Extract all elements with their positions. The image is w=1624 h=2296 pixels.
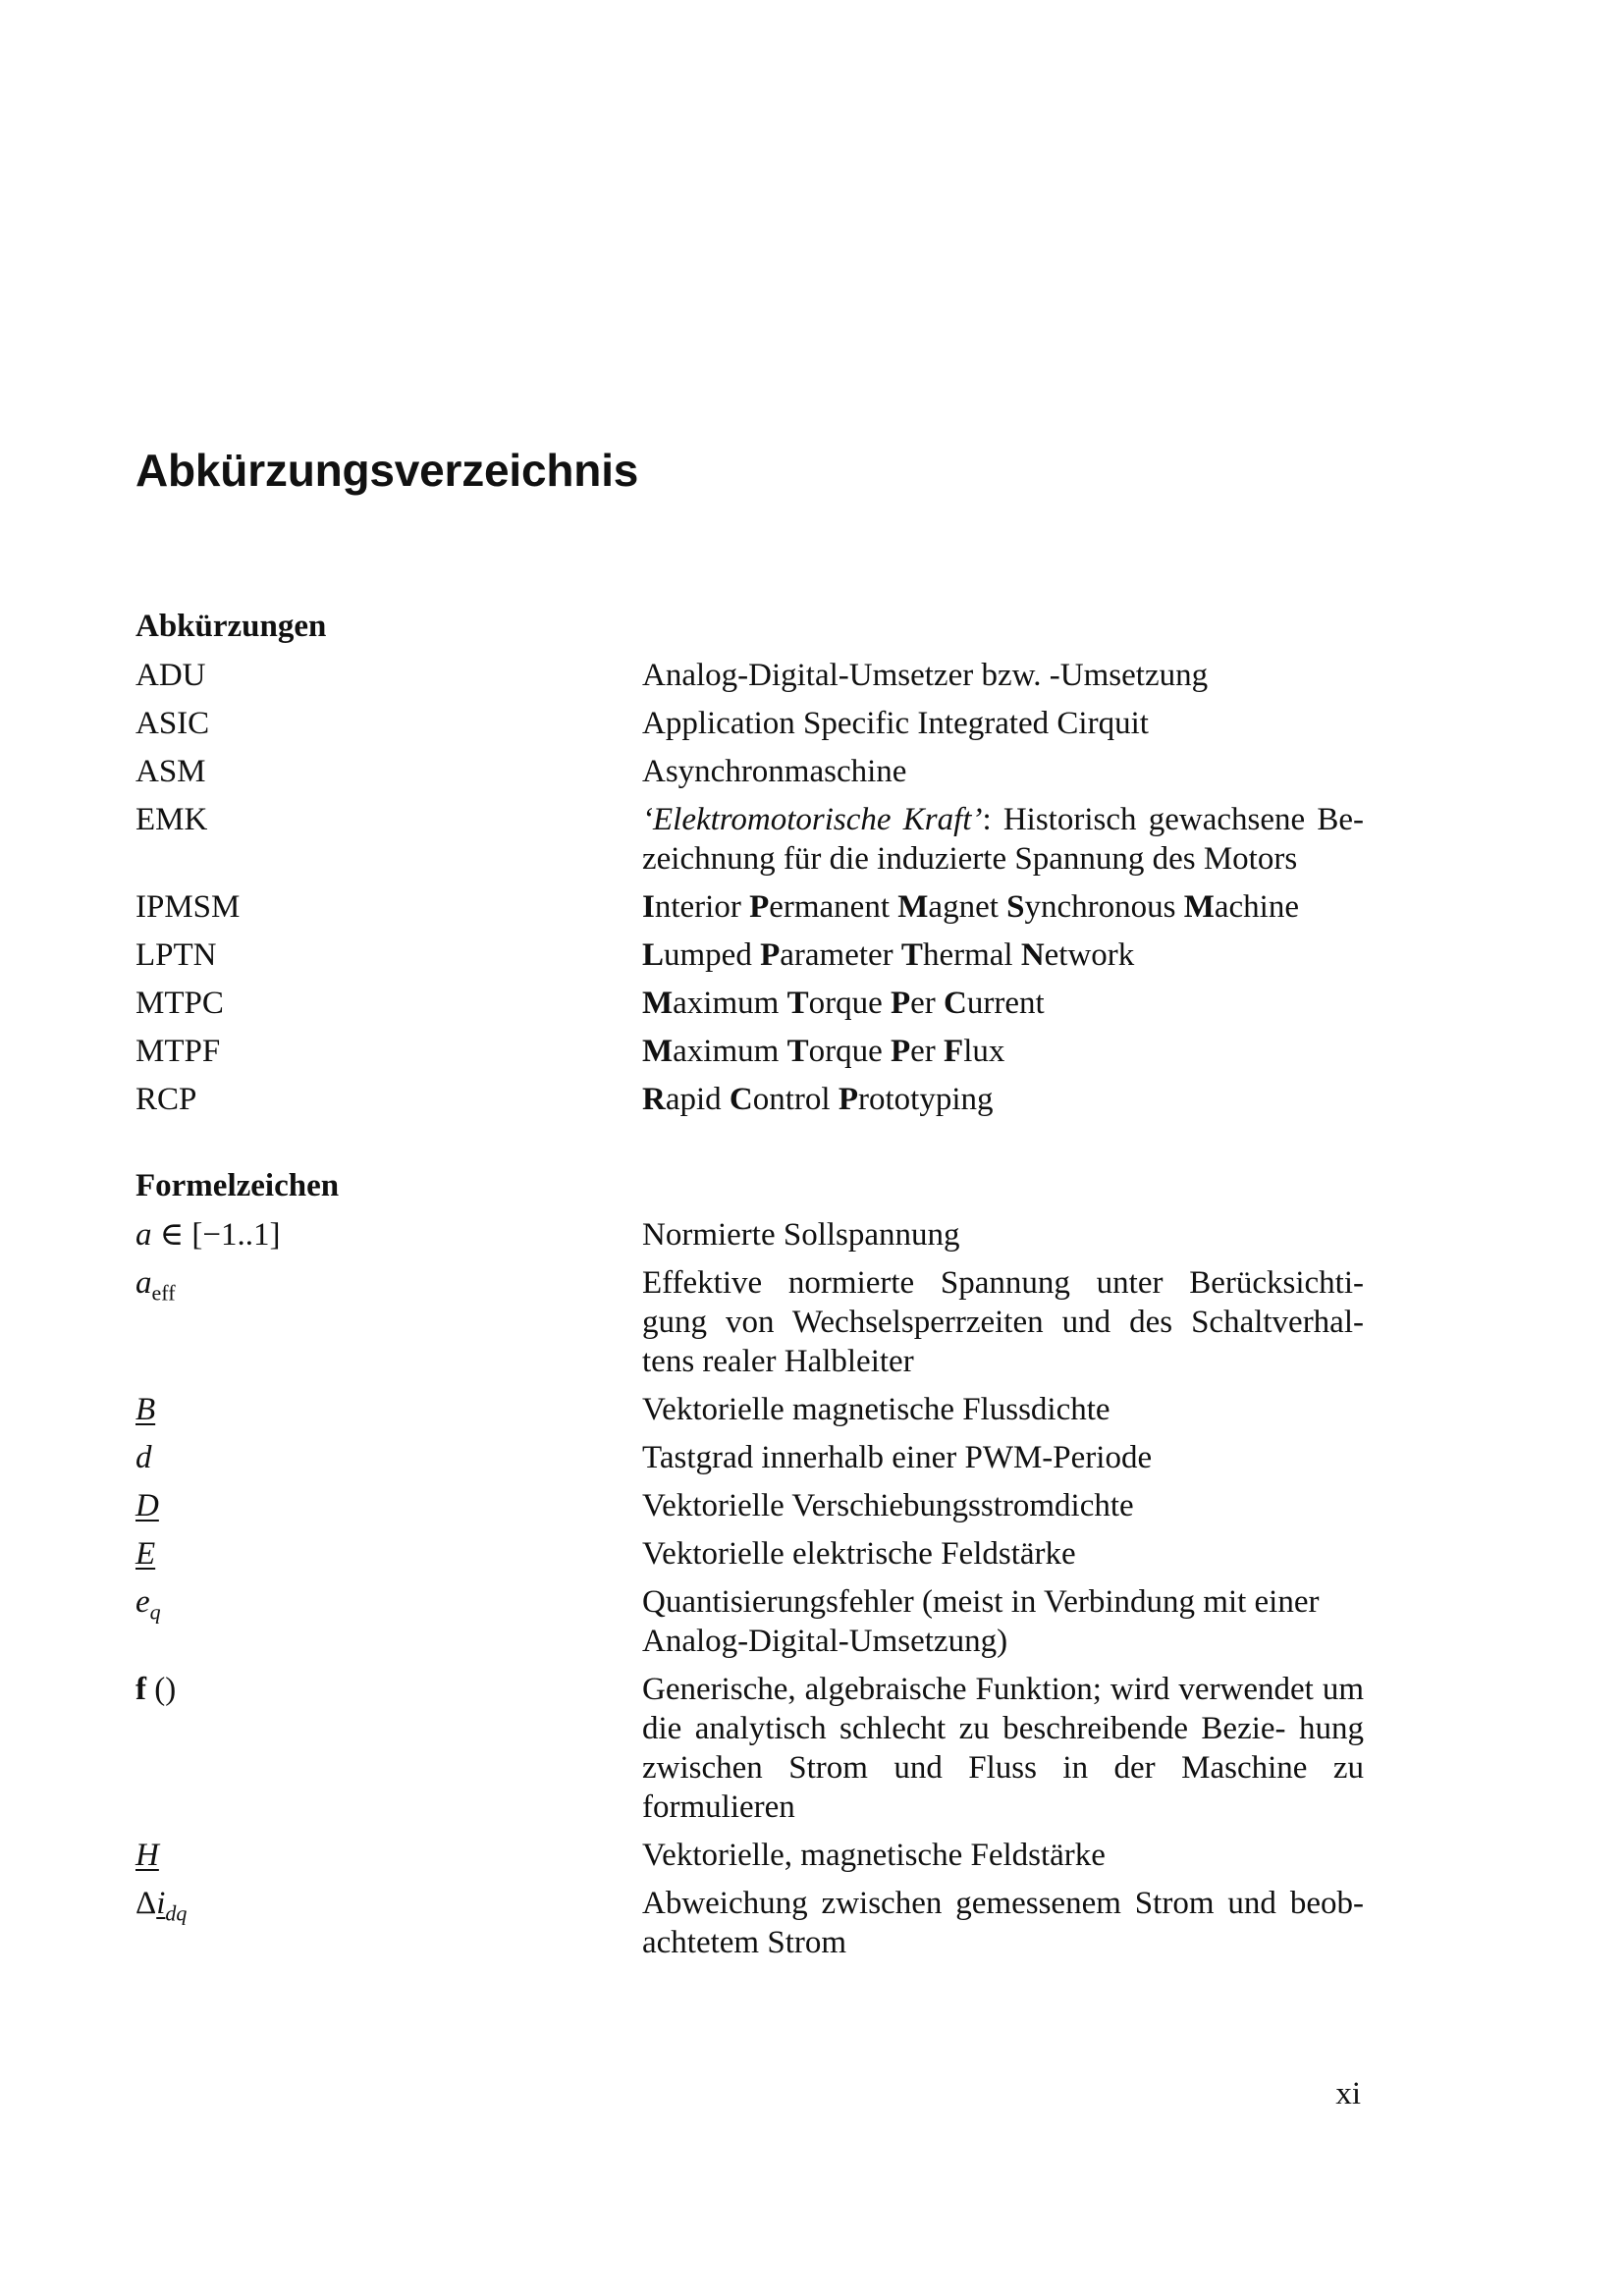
symbol-term [135, 1670, 642, 1827]
symbol-description: Normierte Sollspannung [642, 1217, 960, 1253]
symbol-variable: a [135, 1265, 152, 1301]
initial-letter: M [642, 986, 674, 1021]
word-rest: arameter [780, 937, 901, 973]
symbol-variable: d [135, 1440, 152, 1475]
word-rest: aximum [673, 1034, 787, 1069]
section-heading-abbreviations: Abkürzungen [135, 609, 327, 644]
initial-letter: T [786, 1034, 809, 1069]
symbol-entry [135, 1438, 1373, 1477]
page-number: xi [1335, 2076, 1361, 2111]
abbreviation-term: ADU [135, 658, 206, 693]
initial-letter: S [1006, 889, 1025, 925]
abbreviation-entry [135, 935, 1373, 975]
initial-letter: T [900, 937, 923, 973]
abbreviation-term: EMK [135, 802, 208, 837]
word-rest: achine [1214, 889, 1299, 925]
initial-letter: M [642, 1034, 674, 1069]
abbreviation-description [642, 887, 1364, 927]
symbol-term [135, 1582, 642, 1661]
symbol-term [135, 1534, 642, 1574]
symbol-description: Quantisierungsfehler (meist in Verbindung mit einer Analog-Digital-Umsetzung) [642, 1584, 1320, 1659]
initial-letter: I [642, 889, 655, 925]
abbreviation-entry [135, 704, 1373, 743]
symbol-range: ∈ [−1..1] [151, 1217, 281, 1253]
initial-letter: P [760, 937, 781, 973]
word-rest: er [910, 1034, 945, 1069]
abbreviation-entry [135, 887, 1373, 927]
symbol-entry [135, 1486, 1373, 1525]
symbol-description: Tastgrad innerhalb einer PWM-Periode [642, 1440, 1153, 1475]
symbol-entry [135, 1884, 1373, 1962]
initial-letter: P [749, 889, 770, 925]
word-rest: orque [808, 1034, 891, 1069]
word-rest: urrent [966, 986, 1045, 1021]
initial-letter: L [642, 937, 665, 973]
initial-letter: N [1020, 937, 1045, 973]
symbol-vector: i [156, 1886, 166, 1921]
abbreviation-description: Analog-Digital-Umsetzer bzw. -Umsetzung [642, 658, 1209, 693]
initial-letter: C [944, 986, 967, 1021]
symbol-description: Vektorielle Verschiebungsstromdichte [642, 1488, 1134, 1523]
word-rest: ontrol [752, 1082, 839, 1117]
symbol-entry [135, 1582, 1373, 1661]
symbol-entry [135, 1263, 1373, 1381]
word-rest: apid [665, 1082, 730, 1117]
symbol-variable: e [135, 1584, 150, 1620]
abbreviation-entry [135, 800, 1373, 879]
symbol-vector: B [135, 1392, 156, 1427]
abbreviation-description: Asynchronmaschine [642, 754, 907, 789]
abbreviation-term: ASIC [135, 706, 210, 741]
word-rest: lux [963, 1034, 1005, 1069]
abbreviation-term: MTPC [135, 986, 224, 1021]
abbreviation-entry [135, 1032, 1373, 1071]
symbol-entry [135, 1836, 1373, 1875]
symbol-description: Vektorielle, magnetische Feldstärke [642, 1838, 1106, 1873]
abbreviation-entry [135, 1080, 1373, 1119]
initial-letter: P [890, 986, 911, 1021]
symbol-term [135, 1836, 642, 1875]
initial-letter: P [890, 1034, 911, 1069]
abbreviation-description [642, 1032, 1364, 1071]
symbol-term [135, 1884, 642, 1962]
symbol-description: Generische, algebraische Funktion; wird verwendet um die analytisch schlecht zu beschreibende Bezie- hung zwischen Strom und Fluss in der Maschine zu formulieren [642, 1672, 1364, 1825]
word-rest: hermal [922, 937, 1021, 973]
symbol-parentheses: () [146, 1672, 177, 1707]
initial-letter: M [897, 889, 929, 925]
abbreviation-term: LPTN [135, 937, 217, 973]
symbol-description: Effektive normierte Spannung unter Berücksichti- gung von Wechselsperrzeiten und des Schaltverhal- tens realer Halbleiter [642, 1265, 1364, 1379]
section-heading-symbols: Formelzeichen [135, 1168, 340, 1203]
word-rest: aximum [673, 986, 787, 1021]
initial-letter: T [786, 986, 809, 1021]
symbol-vector: D [135, 1488, 159, 1523]
symbol-entry [135, 1215, 1373, 1255]
symbol-delta: Δ [135, 1886, 157, 1921]
symbol-subscript: eff [151, 1280, 176, 1306]
symbol-subscript: q [149, 1599, 161, 1625]
symbol-term [135, 1263, 642, 1381]
abbreviation-term: MTPF [135, 1034, 221, 1069]
abbreviation-term: IPMSM [135, 889, 241, 925]
symbol-vector: H [135, 1838, 159, 1873]
word-rest: rototyping [858, 1082, 994, 1117]
word-rest: ynchronous [1024, 889, 1184, 925]
initial-letter: P [838, 1082, 859, 1117]
initial-letter: R [642, 1082, 666, 1117]
description-italic: ‘Elektromotorische Kraft’ [642, 802, 983, 837]
symbol-description: Vektorielle elektrische Feldstärke [642, 1536, 1076, 1572]
abbreviation-entry [135, 984, 1373, 1023]
symbol-term [135, 1215, 642, 1255]
abbreviation-description [642, 800, 1364, 879]
initial-letter: M [1183, 889, 1215, 925]
symbol-variable: a [135, 1217, 152, 1253]
abbreviation-entry [135, 752, 1373, 791]
symbol-entry [135, 1534, 1373, 1574]
word-rest: orque [808, 986, 891, 1021]
symbol-entry [135, 1390, 1373, 1429]
symbol-list [135, 1215, 1373, 1971]
abbreviation-list [135, 656, 1373, 1128]
symbol-description: Vektorielle magnetische Flussdichte [642, 1392, 1110, 1427]
abbreviation-description [642, 935, 1364, 975]
word-rest: agnet [928, 889, 1007, 925]
symbol-subscript: dq [165, 1900, 188, 1926]
abbreviation-description [642, 984, 1364, 1023]
word-rest: ermanent [769, 889, 898, 925]
symbol-term [135, 1390, 642, 1429]
abbreviation-term: ASM [135, 754, 206, 789]
symbol-function: f [135, 1672, 146, 1707]
chapter-title: Abkürzungsverzeichnis [135, 445, 639, 496]
abbreviation-description: Application Specific Integrated Cirquit [642, 706, 1149, 741]
symbol-term [135, 1438, 642, 1477]
symbol-term [135, 1486, 642, 1525]
word-rest: nterior [654, 889, 750, 925]
symbol-vector: E [135, 1536, 156, 1572]
description-text: : Historisch gewachsene Be- zeichnung für die induzierte Spannung des Motors [642, 802, 1364, 877]
initial-letter: F [944, 1034, 964, 1069]
symbol-entry [135, 1670, 1373, 1827]
word-rest: umped [664, 937, 761, 973]
word-rest: er [910, 986, 945, 1021]
initial-letter: C [729, 1082, 753, 1117]
abbreviation-term: RCP [135, 1082, 197, 1117]
abbreviation-description [642, 1080, 1364, 1119]
word-rest: etwork [1044, 937, 1135, 973]
symbol-description: Abweichung zwischen gemessenem Strom und beob- achtetem Strom [642, 1886, 1364, 1960]
abbreviation-entry [135, 656, 1373, 695]
